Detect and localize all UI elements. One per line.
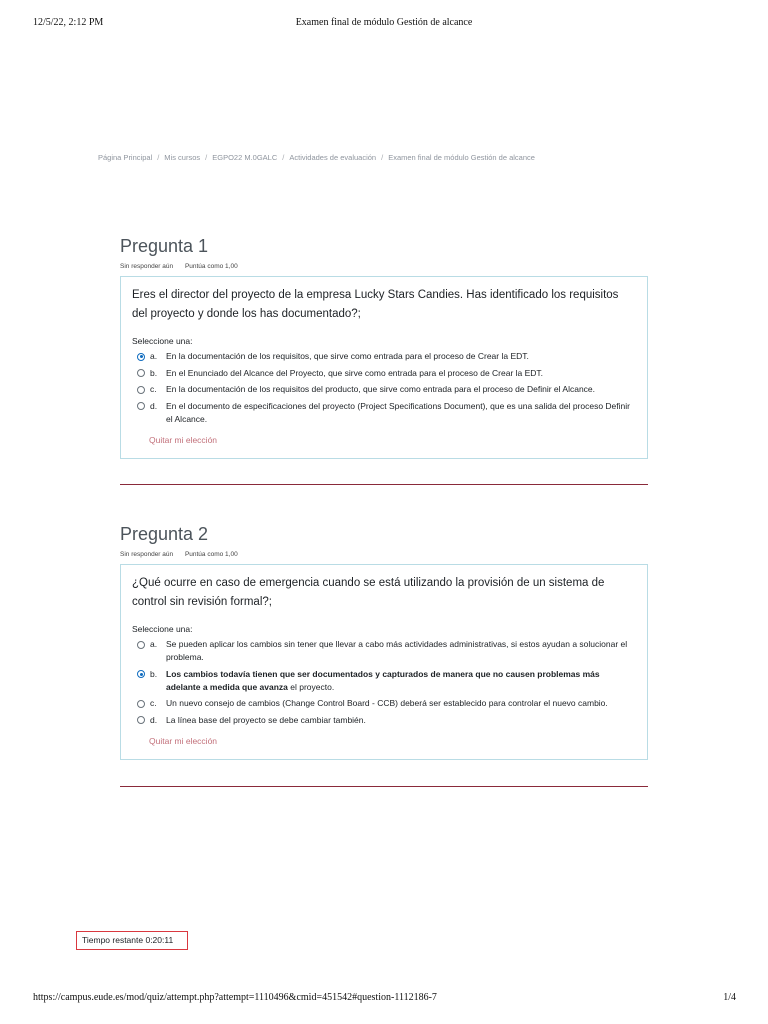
question-grade: Puntúa como 1,00: [184, 551, 238, 558]
question-text: ¿Qué ocurre en caso de emergencia cuando se está utilizando la provisión de un sistema de control sin revisión formal?;: [132, 577, 605, 608]
option-letter: c.: [150, 698, 157, 708]
question-divider: [120, 786, 648, 787]
breadcrumb-current[interactable]: Examen final de módulo Gestión de alcance: [388, 153, 535, 162]
question-info: [120, 262, 648, 272]
option-letter: d.: [150, 714, 158, 725]
clear-choice-link[interactable]: Quitar mi elección: [149, 435, 218, 445]
option-text: La línea base del proyecto se debe cambiar también.: [166, 714, 366, 725]
breadcrumb-separator: /: [282, 153, 285, 162]
option-letter: c.: [150, 384, 157, 394]
breadcrumb-separator: /: [205, 153, 208, 162]
answer-option-b[interactable]: [132, 367, 636, 380]
question-1: [120, 234, 648, 459]
option-text: Se pueden aplicar los cambios sin tener que llevar a cabo más actividades administrativas, si estos ayudan a solucionar el problema.: [166, 639, 628, 662]
print-url: https://campus.eude.es/mod/quiz/attempt.php?attempt=1110496&cmid=451542#question-1112186-7: [33, 992, 437, 1003]
print-header: [0, 17, 768, 31]
answer-option-c[interactable]: [132, 383, 636, 396]
print-page-number: 1/4: [723, 992, 736, 1003]
question-title: Pregunta 2: [120, 524, 209, 544]
radio-button-checked[interactable]: [137, 353, 145, 361]
clear-choice-link[interactable]: Quitar mi elección: [149, 736, 218, 746]
option-letter: a.: [150, 351, 158, 361]
option-text: En el documento de especificaciones del proyecto (Project Specifications Document), que es una salida del proceso Definir el Alcance.: [166, 400, 630, 424]
option-letter: b.: [150, 367, 158, 378]
answer-option-a[interactable]: [132, 638, 636, 664]
breadcrumb-section[interactable]: Actividades de evaluación: [289, 153, 377, 162]
select-label: Seleccione una:: [132, 336, 193, 346]
breadcrumb-my-courses[interactable]: Mis cursos: [164, 153, 201, 162]
question-text: Eres el director del proyecto de la empresa Lucky Stars Candies. Has identificado los requisitos del proyecto y donde los has documentado?;: [132, 289, 619, 320]
print-footer: [0, 992, 768, 1006]
option-text-rest: el proyecto.: [287, 681, 335, 692]
radio-button[interactable]: [137, 369, 145, 377]
question-content-box: [120, 276, 648, 459]
radio-button[interactable]: [137, 700, 145, 708]
option-text: [166, 668, 636, 694]
answer-option-d[interactable]: [132, 400, 636, 426]
radio-button-checked[interactable]: [137, 670, 145, 678]
print-title: Examen final de módulo Gestión de alcance: [295, 17, 473, 28]
option-letter: a.: [150, 639, 158, 649]
radio-button[interactable]: [137, 402, 145, 410]
option-letter: d.: [150, 400, 158, 411]
breadcrumb-separator: /: [157, 153, 160, 162]
time-remaining-box: Tiempo restante 0:20:11: [76, 931, 188, 950]
breadcrumb-separator: /: [381, 153, 384, 162]
question-2: [120, 522, 648, 760]
question-divider: [120, 484, 648, 485]
question-content-box: [120, 564, 648, 760]
option-text: En el Enunciado del Alcance del Proyecto, que sirve como entrada para el proceso de Crear la EDT.: [166, 367, 544, 378]
radio-button[interactable]: [137, 641, 145, 649]
answer-option-d[interactable]: [132, 714, 636, 727]
radio-button[interactable]: [137, 386, 145, 394]
breadcrumb: [98, 153, 535, 162]
question-grade: Puntúa como 1,00: [184, 263, 238, 270]
answer-option-b[interactable]: [132, 668, 636, 694]
print-datetime: 12/5/22, 2:12 PM: [33, 17, 104, 28]
option-text: En la documentación de los requisitos del producto, que sirve como entrada para el proceso de Definir el Alcance.: [166, 384, 596, 394]
option-text: En la documentación de los requisitos, que sirve como entrada para el proceso de Crear la EDT.: [166, 351, 529, 361]
breadcrumb-home[interactable]: Página Principal: [98, 153, 153, 162]
breadcrumb-course[interactable]: EGPO22 M.0GALC: [212, 153, 278, 162]
option-text-bold: Los cambios todavía tienen que ser documentados y capturados de manera que no causen problemas más adelante a medida que avanza: [166, 668, 600, 692]
answer-option-c[interactable]: [132, 697, 636, 710]
answer-option-a[interactable]: [132, 350, 636, 363]
question-title: Pregunta 1: [120, 236, 209, 256]
option-text: Un nuevo consejo de cambios (Change Control Board - CCB) deberá ser establecido para controlar el nuevo cambio.: [166, 698, 608, 708]
option-letter: b.: [150, 668, 158, 679]
question-info: [120, 550, 648, 560]
question-status: Sin responder aún: [120, 551, 174, 558]
question-status: Sin responder aún: [120, 263, 174, 270]
radio-button[interactable]: [137, 716, 145, 724]
select-label: Seleccione una:: [132, 624, 193, 634]
